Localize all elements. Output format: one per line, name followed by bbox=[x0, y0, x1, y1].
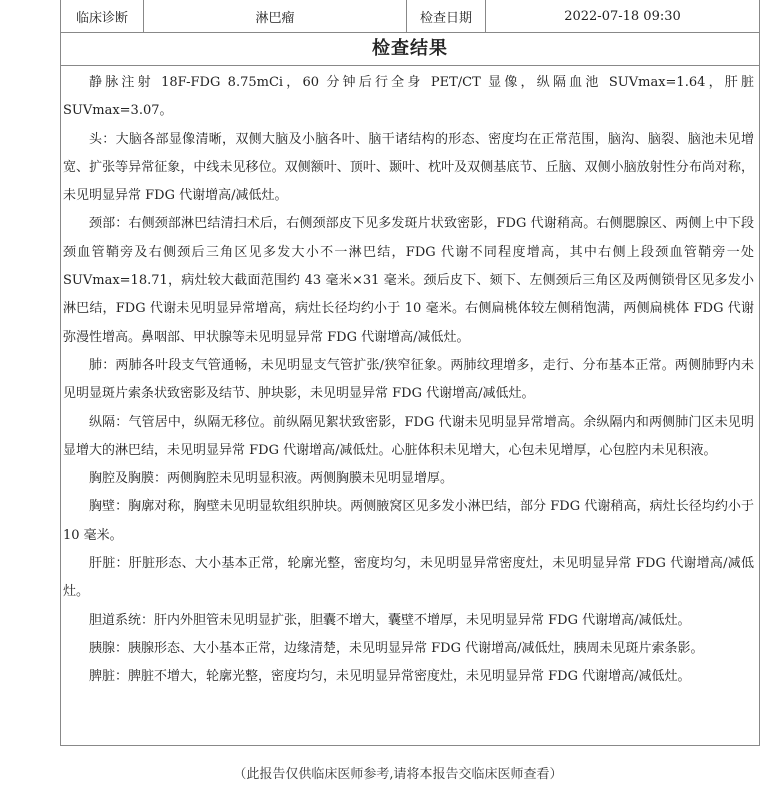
finding-paragraph-head: 头：大脑各部显像清晰，双侧大脑及小脑各叶、脑干诸结构的形态、密度均在正常范围，脑沟、脑裂、脑池未见增宽、扩张等异常征象，中线未见移位。双侧额叶、顶叶、颞叶、枕叶及双侧基底节、丘脑、双侧小脑放射性分布尚对称，未见明显异常 FDG 代谢增高/减低灶。 bbox=[63, 131, 754, 204]
exam-date-value: 2022-07-18 09:30 bbox=[564, 8, 681, 24]
finding-paragraph-mediastinum: 纵隔：气管居中，纵隔无移位。前纵隔见絮状致密影，FDG 代谢未见明显异常增高。余纵隔内和两侧肺门区未见明显增大的淋巴结，未见明显异常 FDG 代谢增高/减低灶。心脏体积未见增大，心包未见增厚，心包腔内未见积液。 bbox=[63, 414, 754, 458]
finding-paragraph-lung: 肺：两肺各叶段支气管通畅，未见明显支气管扩张/狭窄征象。两肺纹理增多，走行、分布基本正常。两侧肺野内未见明显斑片索条状致密影及结节、肿块影，未见明显异常 FDG 代谢增高/减低灶。 bbox=[63, 357, 754, 402]
finding-paragraph-injection: 静脉注射 18F-FDG 8.75mCi，60 分钟后行全身 PET/CT 显像，纵隔血池 SUVmax=1.64，肝脏 SUVmax=3.07。 bbox=[63, 75, 754, 119]
finding-paragraph-neck: 颈部：右侧颈部淋巴结清扫术后，右侧颈部皮下见多发斑片状致密影，FDG 代谢稍高。右侧腮腺区、两侧上中下段颈血管鞘旁及右侧颈后三角区见多发大小不一淋巴结，FDG 代谢不同程度增高，其中右侧上段颈血管鞘旁一处 SUVmax=18.71，病灶较大截面范围约 43 毫米×31 毫米。颈后皮下、颏下、左侧颈后三角区及两侧锁骨区见多发小淋巴结，FDG 代谢未见明显异常增高，病灶长径均约小于 10 毫米。右侧扁桃体较左侧稍饱满，两侧扁桃体 FDG 代谢弥漫性增高。鼻咽部、甲状腺等未见明显异常 FDG 代谢增高/减低灶。 bbox=[63, 216, 754, 345]
section-title: 检查结果 bbox=[61, 33, 759, 66]
exam-date-label: 检查日期 bbox=[407, 0, 486, 32]
findings-body bbox=[61, 66, 759, 692]
finding-paragraph-chest-wall: 胸壁：胸廓对称，胸壁未见明显软组织肿块。两侧腋窝区见多发小淋巴结，部分 FDG 代谢稍高，病灶长径均约小于 10 毫米。 bbox=[63, 499, 754, 543]
diagnosis-value: 淋巴瘤 bbox=[144, 0, 407, 32]
info-row bbox=[61, 0, 759, 33]
footer-note: （此报告仅供临床医师参考,请将本报告交临床医师查看） bbox=[233, 767, 563, 782]
finding-paragraph-pancreas: 胰腺：胰腺形态、大小基本正常，边缘清楚，未见明显异常 FDG 代谢增高/减低灶，胰周未见斑片索条影。 bbox=[89, 640, 704, 656]
finding-paragraph-liver: 肝脏：肝脏形态、大小基本正常，轮廓光整，密度均匀，未见明显异常密度灶，未见明显异常 FDG 代谢增高/减低灶。 bbox=[63, 556, 754, 600]
finding-paragraph-pleura: 胸腔及胸膜：两侧胸腔未见明显积液。两侧胸膜未见明显增厚。 bbox=[89, 471, 454, 487]
finding-paragraph-spleen: 脾脏：脾脏不增大，轮廓光整，密度均匀，未见明显异常密度灶，未见明显异常 FDG 代谢增高/减低灶。 bbox=[89, 669, 691, 685]
finding-paragraph-biliary: 胆道系统：肝内外胆管未见明显扩张，胆囊不增大，囊壁不增厚，未见明显异常 FDG 代谢增高/减低灶。 bbox=[89, 612, 691, 628]
report-panel bbox=[60, 0, 760, 746]
diagnosis-label: 临床诊断 bbox=[61, 0, 144, 32]
